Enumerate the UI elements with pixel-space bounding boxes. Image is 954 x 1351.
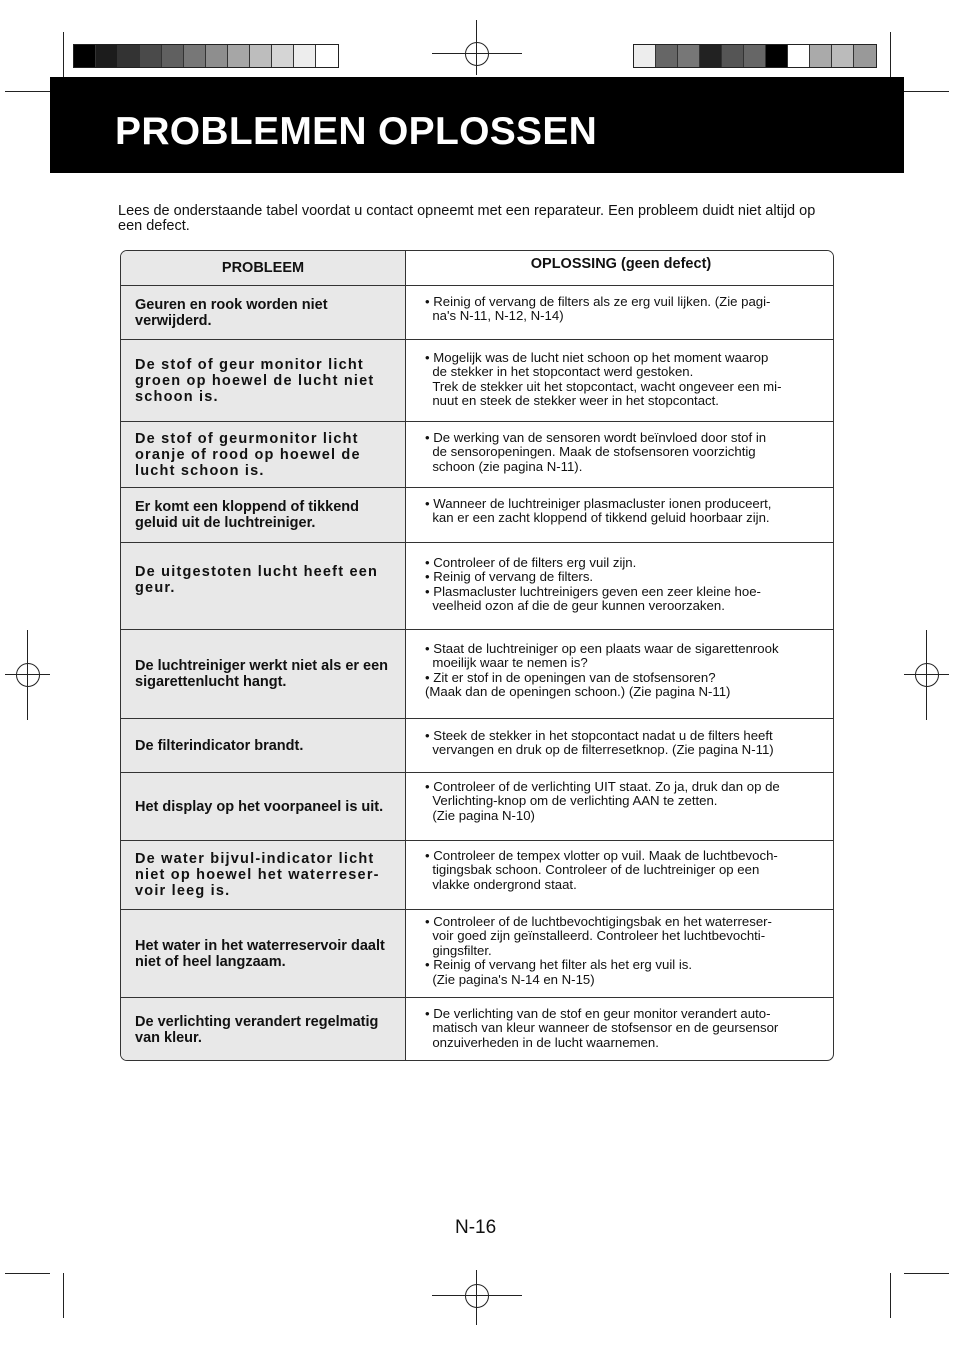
solution-line: vervangen en druk op de filterresetknop. (Zie pagina N-11) <box>425 742 774 758</box>
table-row <box>121 840 833 909</box>
solution-cell <box>406 340 833 421</box>
solution-line: voir goed zijn geïnstalleerd. Controleer het luchtbevochti- <box>425 928 766 944</box>
problem-cell: Er komt een kloppend of tikkend geluid uit de luchtreiniger. <box>121 488 406 542</box>
table-row <box>121 718 833 772</box>
solution-line: onzuiverheden in de lucht waarnemen. <box>425 1034 659 1050</box>
solution-line: de stekker in het stopcontact werd gestoken. <box>425 364 694 380</box>
solution-cell <box>406 286 833 339</box>
solution-cell <box>406 719 833 772</box>
table-row <box>121 629 833 718</box>
page-header <box>50 77 904 173</box>
grayscale-bar-left <box>73 44 339 68</box>
registration-mark <box>16 663 40 687</box>
solution-cell <box>406 773 833 840</box>
registration-mark <box>465 42 489 66</box>
crop-mark <box>63 1273 64 1318</box>
problem-cell: De verlichting verandert regelmatig van kleur. <box>121 998 406 1061</box>
solution-line: nuut en steek de stekker weer in het stopcontact. <box>425 393 719 409</box>
problem-cell: Het display op het voorpaneel is uit. <box>121 773 406 840</box>
solution-line: • Controleer of de filters erg vuil zijn. <box>425 555 637 570</box>
problem-cell: De water bijvul-indicator licht niet op hoewel het waterreser-voir leeg is. <box>121 841 406 909</box>
solution-line: (Zie pagina's N-14 en N-15) <box>425 971 595 987</box>
problem-cell: Het water in het waterreservoir daalt niet of heel langzaam. <box>121 910 406 997</box>
solution-line: • Wanneer de luchtreiniger plasmacluster ionen produceert, <box>425 496 772 511</box>
table-row <box>121 421 833 487</box>
solution-line: • Steek de stekker in het stopcontact nadat u de filters heeft <box>425 728 773 743</box>
registration-mark <box>926 630 927 720</box>
solution-cell <box>406 998 833 1061</box>
solution-line: • Controleer of de luchtbevochtigingsbak en het waterreser- <box>425 914 772 929</box>
solution-line: Verlichting-knop om de verlichting AAN te zetten. <box>425 793 718 809</box>
column-header-solution: OPLOSSING (geen defect) <box>406 251 833 285</box>
table-row <box>121 285 833 339</box>
page-number: N-16 <box>455 1217 497 1238</box>
problem-cell: De filterindicator brandt. <box>121 719 406 772</box>
solution-line: • De verlichting van de stof en geur monitor verandert auto- <box>425 1006 771 1021</box>
solution-line: • Reinig of vervang het filter als het erg vuil is. <box>425 957 693 973</box>
crop-mark <box>904 91 949 92</box>
solution-line: • Controleer of de verlichting UIT staat. Zo ja, druk dan op de <box>425 779 780 794</box>
table-header-row <box>121 251 833 285</box>
solution-line: • Plasmacluster luchtreinigers geven een zeer kleine hoe- <box>425 583 761 599</box>
solution-cell <box>406 841 833 909</box>
solution-line: • Reinig of vervang de filters. <box>425 569 594 585</box>
crop-mark <box>5 91 50 92</box>
solution-line: moeilijk waar te nemen is? <box>425 655 588 671</box>
solution-line: matisch van kleur wanneer de stofsensor en de geursensor <box>425 1020 779 1036</box>
registration-mark <box>915 663 939 687</box>
problem-cell: De stof of geur monitor licht groen op hoewel de lucht niet schoon is. <box>121 340 406 421</box>
solution-line: • De werking van de sensoren wordt beïnvloed door stof in <box>425 430 767 445</box>
solution-line: gingsfilter. <box>425 942 492 958</box>
problem-cell: Geuren en rook worden niet verwijderd. <box>121 286 406 339</box>
registration-mark <box>476 1270 477 1325</box>
registration-mark <box>27 630 28 720</box>
solution-line: (Zie pagina N-10) <box>425 807 535 823</box>
column-header-problem: PROBLEEM <box>121 251 406 285</box>
table-row <box>121 772 833 840</box>
solution-line: de sensoropeningen. Maak de stofsensoren voorzichtig <box>425 444 756 460</box>
crop-mark <box>63 32 64 77</box>
crop-mark <box>5 1273 50 1274</box>
solution-line: • Mogelijk was de lucht niet schoon op het moment waarop <box>425 350 769 365</box>
solution-line: • Staat de luchtreiniger op een plaats waar de sigarettenrook <box>425 641 779 656</box>
crop-mark <box>890 1273 891 1318</box>
table-row <box>121 909 833 997</box>
solution-line: • Zit er stof in de openingen van de stofsensoren? <box>425 669 716 685</box>
solution-line: veelheid ozon af die de geur kunnen veroorzaken. <box>425 598 725 614</box>
grayscale-bar-right <box>633 44 877 68</box>
troubleshooting-table <box>120 250 834 1061</box>
table-row <box>121 487 833 542</box>
problem-cell: De uitgestoten lucht heeft een geur. <box>121 543 406 629</box>
solution-line: schoon (zie pagina N-11). <box>425 458 583 474</box>
intro-paragraph: Lees de onderstaande tabel voordat u contact opneemt met een reparateur. Een probleem duidt niet altijd op een defect. <box>118 203 816 234</box>
solution-cell <box>406 488 833 542</box>
solution-line: vlakke ondergrond staat. <box>425 876 577 892</box>
solution-line: kan er een zacht kloppend of tikkend geluid hoorbaar zijn. <box>425 510 770 526</box>
solution-line: na's N-11, N-12, N-14) <box>425 308 564 324</box>
solution-line: (Maak dan de openingen schoon.) (Zie pagina N-11) <box>425 684 731 700</box>
table-row <box>121 542 833 629</box>
registration-mark <box>476 20 477 75</box>
solution-cell <box>406 630 833 718</box>
solution-cell <box>406 543 833 629</box>
crop-mark <box>904 1273 949 1274</box>
crop-mark <box>890 32 891 77</box>
solution-line: • Controleer de tempex vlotter op vuil. Maak de luchtbevoch- <box>425 848 778 863</box>
table-row <box>121 997 833 1061</box>
page-title: PROBLEMEN OPLOSSEN <box>115 110 598 153</box>
problem-cell: De stof of geurmonitor licht oranje of rood op hoewel de lucht schoon is. <box>121 422 406 487</box>
registration-mark <box>432 1295 522 1296</box>
solution-cell <box>406 422 833 487</box>
solution-cell <box>406 910 833 997</box>
problem-cell: De luchtreiniger werkt niet als er een sigarettenlucht hangt. <box>121 630 406 718</box>
solution-line: Trek de stekker uit het stopcontact, wacht ongeveer een mi- <box>425 378 782 394</box>
solution-line: • Reinig of vervang de filters als ze erg vuil lijken. (Zie pagi- <box>425 294 771 309</box>
solution-line: tigingsbak schoon. Controleer of de luchtreiniger op een <box>425 862 760 878</box>
registration-mark <box>432 53 522 54</box>
registration-mark <box>465 1284 489 1308</box>
table-row <box>121 339 833 421</box>
